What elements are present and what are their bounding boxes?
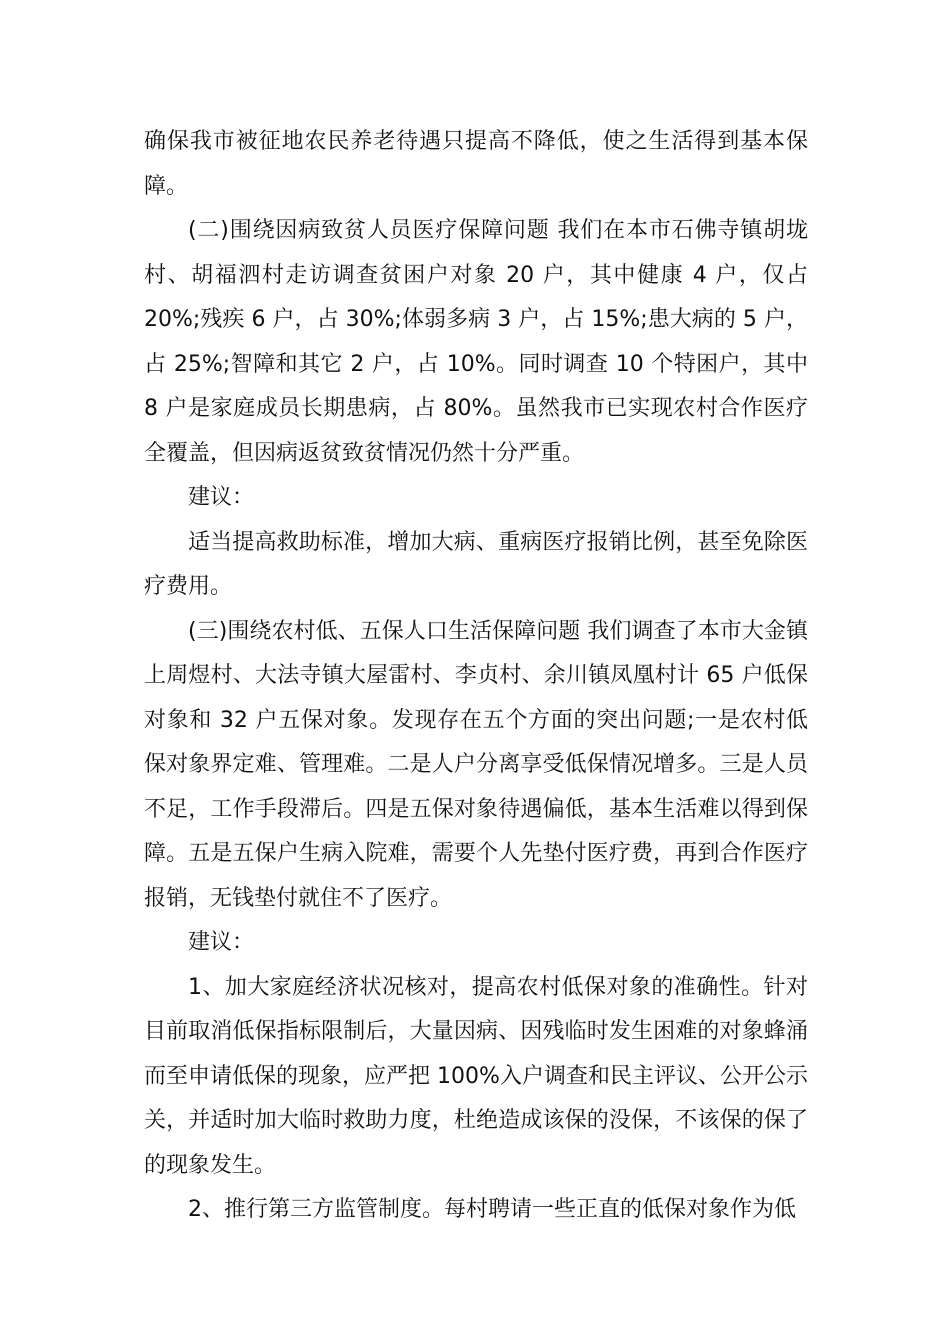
paragraph-2: (二)围绕因病致贫人员医疗保障问题 我们在本市石佛寺镇胡垅村、胡福泗村走访调查贫困户对象 20 户，其中健康 4 户，仅占 20%;残疾 6 户，占 30%;体弱多病 3 户，占 15%;患大病的 5 户，占 25%;智障和其它 2 户，占 10%。同时调查 10 个特困户，其中 8 户是家庭成员长期患病，占 80%。虽然我市已实现农村合作医疗全覆盖，但因病返贫致贫情况仍然十分严重。 — [144, 218, 808, 466]
paragraph-1: 确保我市被征地农民养老待遇只提高不降低，使之生活得到基本保障。 — [144, 129, 808, 199]
paragraph-3: 建议： — [188, 485, 255, 510]
paragraph-7: 1、加大家庭经济状况核对，提高农村低保对象的准确性。针对目前取消低保指标限制后，大量因病、因残临时发生困难的对象蜂涌而至申请低保的现象，应严把 100%入户调查和民主评议、公开公示关，并适时加大临时救助力度，杜绝造成该保的没保，不该保的保了的现象发生。 — [144, 974, 808, 1178]
document-body — [144, 120, 808, 1233]
paragraph-5: (三)围绕农村低、五保人口生活保障问题 我们调查了本市大金镇上周煜村、大法寺镇大屋雷村、李贞村、余川镇凤凰村计 65 户低保对象和 32 户五保对象。发现存在五个方面的突出问题;一是农村低保对象界定难、管理难。二是人户分离享受低保情况增多。三是人员不足，工作手段滞后。四是五保对象待遇偏低，基本生活难以得到保障。五是五保户生病入院难，需要个人先垫付医疗费，再到合作医疗报销，无钱垫付就住不了医疗。 — [144, 618, 808, 911]
paragraph-4: 适当提高救助标准，增加大病、重病医疗报销比例，甚至免除医疗费用。 — [144, 529, 808, 599]
paragraph-8: 2、推行第三方监管制度。每村聘请一些正直的低保对象作为低 — [188, 1197, 796, 1222]
paragraph-6: 建议： — [188, 930, 255, 955]
